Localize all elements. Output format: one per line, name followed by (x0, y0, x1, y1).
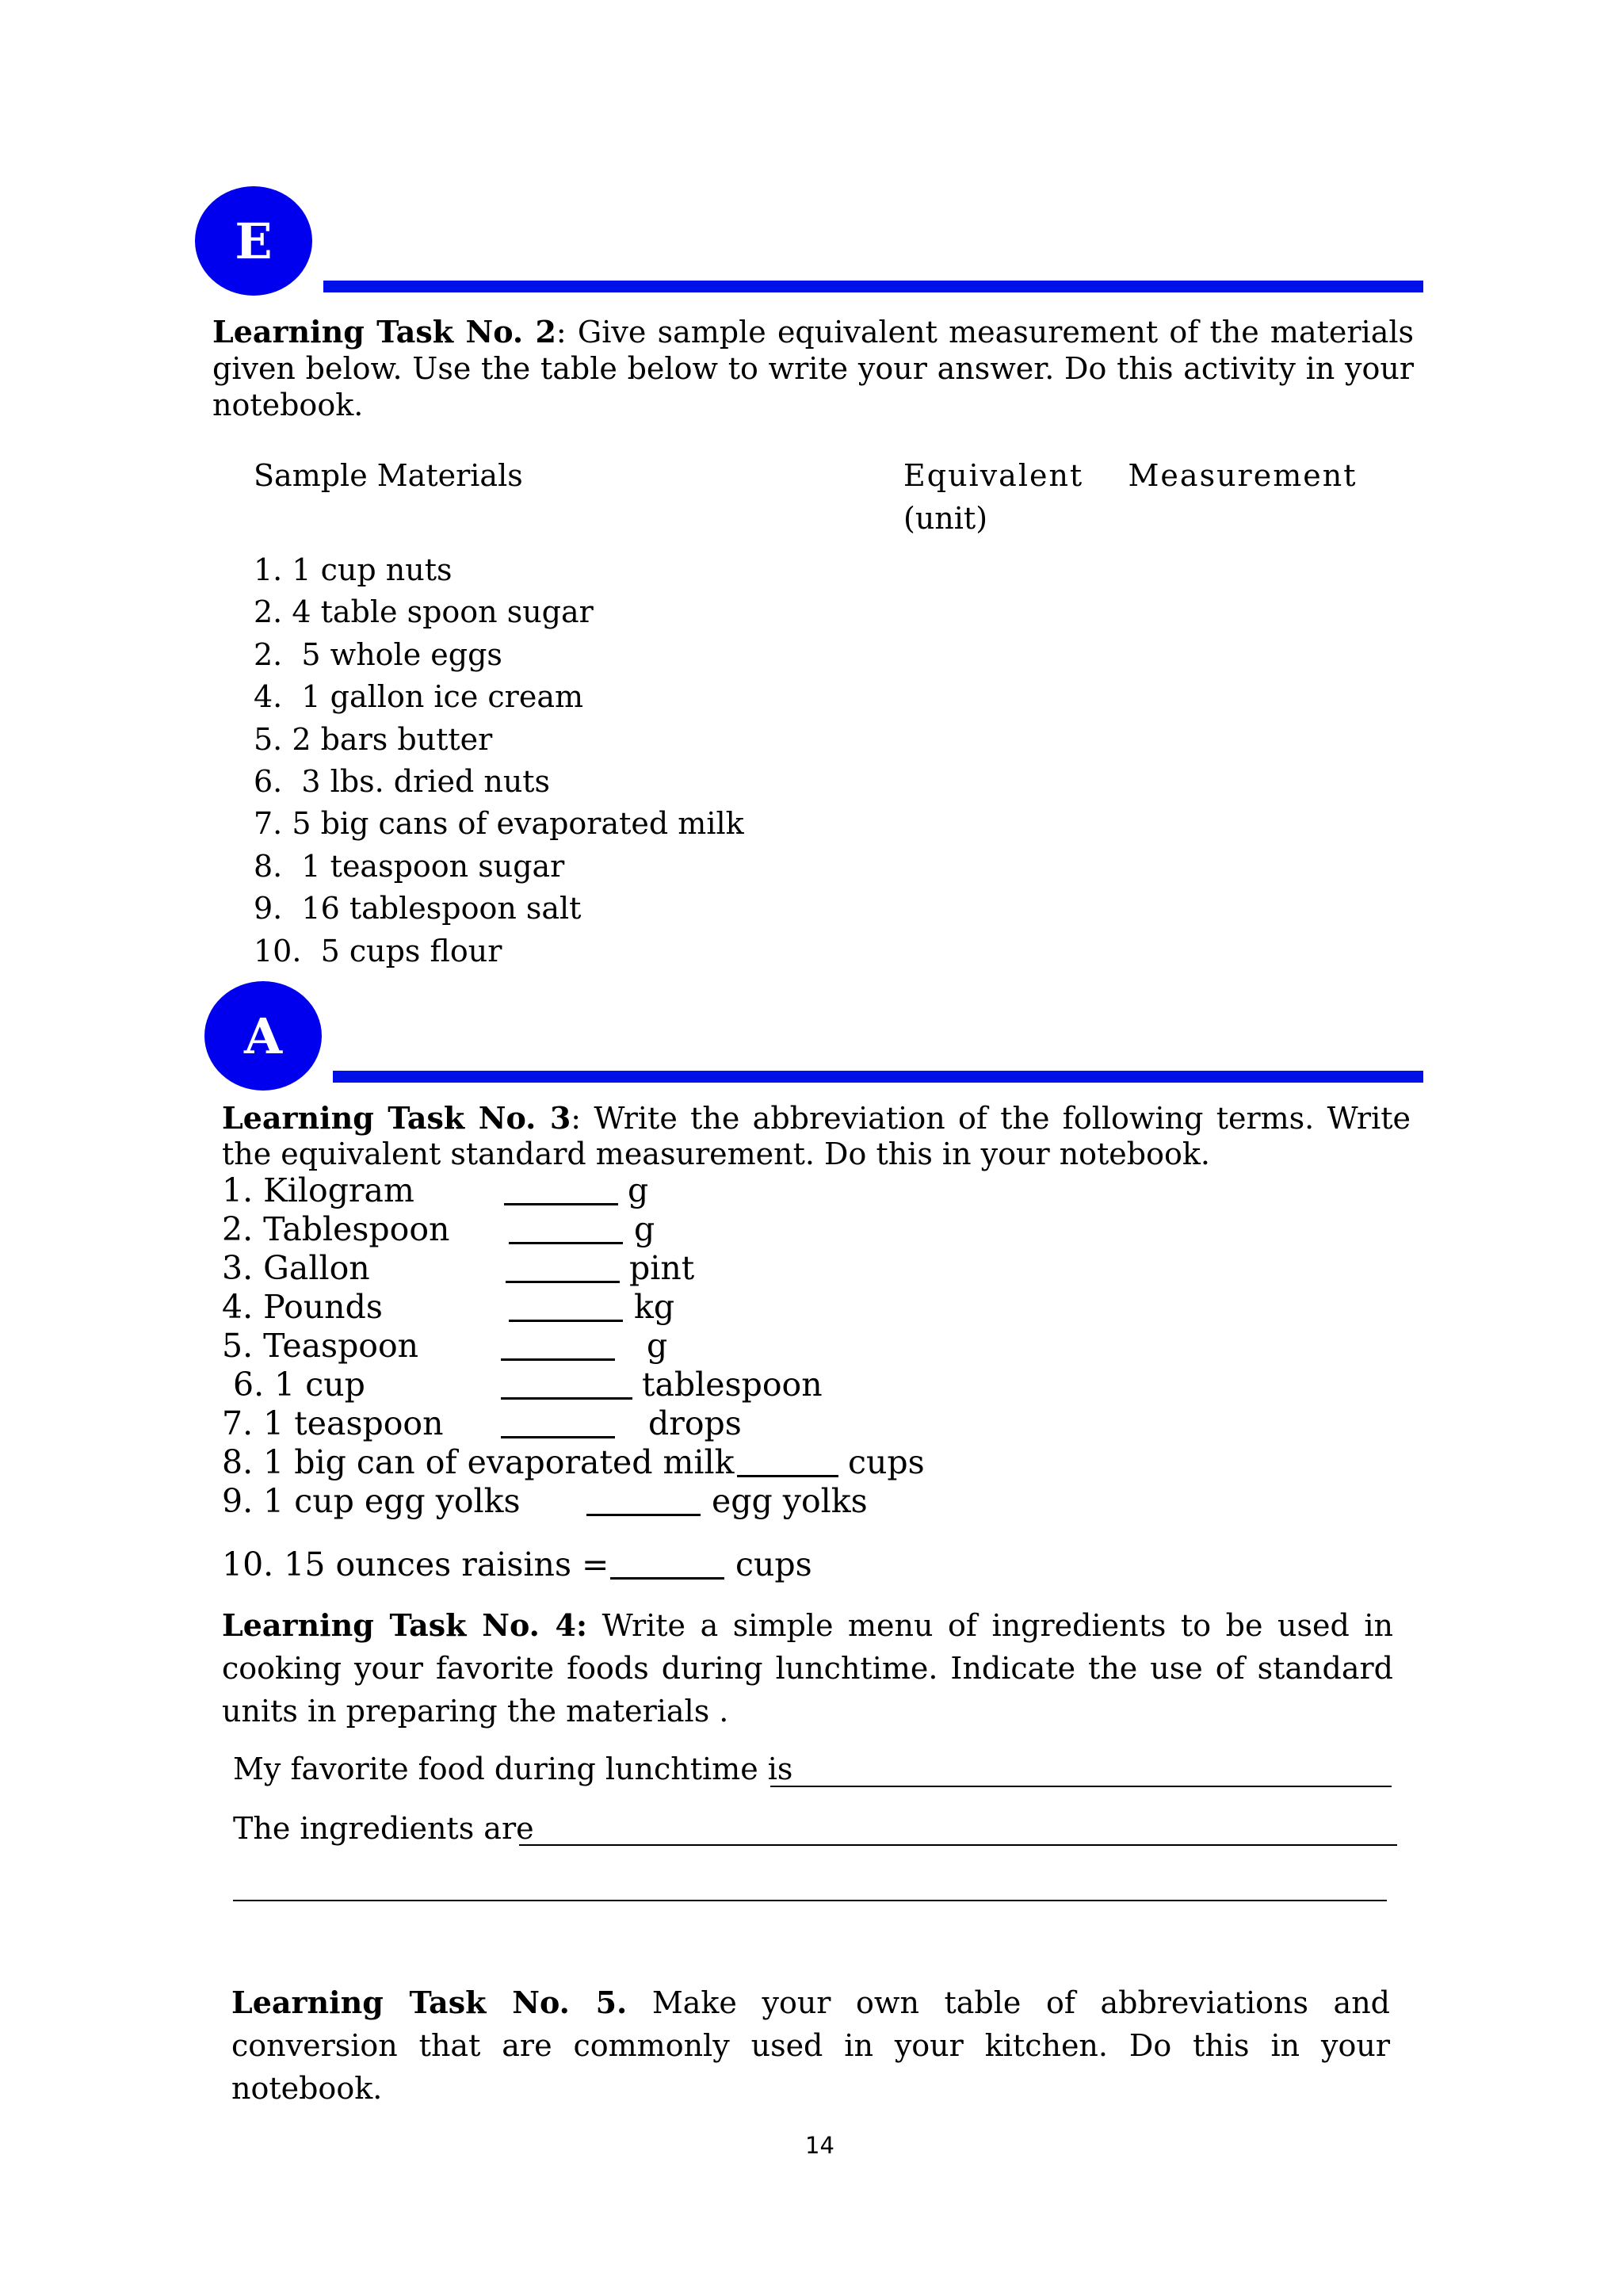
section-e-divider (323, 281, 1423, 292)
favorite-food-line[interactable] (770, 1786, 1392, 1787)
page-number: 14 (805, 2132, 834, 2159)
term: 10. 15 ounces raisins = (222, 1545, 609, 1584)
table-header-materials: Sample Materials (254, 458, 523, 493)
answer-blank[interactable] (509, 1242, 623, 1244)
task4-paragraph (222, 1604, 1393, 1733)
ingredients-label: The ingredients are (233, 1811, 534, 1846)
ingredients-line[interactable] (519, 1844, 1397, 1846)
unit: cups (848, 1443, 925, 1481)
term: 8. 1 big can of evaporated milk (222, 1443, 735, 1481)
term: 4. Pounds (222, 1288, 383, 1326)
term: 9. 1 cup egg yolks (222, 1482, 521, 1520)
answer-blank[interactable] (509, 1320, 623, 1322)
answer-blank[interactable] (501, 1436, 615, 1438)
task3-heading: Learning Task No. 3 (222, 1100, 571, 1136)
term: 1. Kilogram (222, 1171, 414, 1209)
list-item: 2. 4 table spoon sugar (254, 594, 594, 629)
task3-paragraph (222, 1100, 1411, 1172)
unit: drops (648, 1404, 742, 1442)
list-item: 5. 2 bars butter (254, 722, 493, 757)
answer-blank[interactable] (610, 1577, 724, 1580)
list-item: 2. 5 whole eggs (254, 637, 502, 672)
task5-paragraph (231, 1981, 1390, 2110)
unit: g (647, 1327, 668, 1365)
task2-heading: Learning Task No. 2 (212, 314, 556, 350)
ingredients-line-2[interactable] (233, 1900, 1387, 1901)
list-item: 7. 5 big cans of evaporated milk (254, 806, 744, 841)
term: 7. 1 teaspoon (222, 1404, 444, 1442)
answer-blank[interactable] (586, 1514, 701, 1516)
favorite-food-label: My favorite food during lunchtime is (233, 1752, 793, 1786)
section-a-badge (204, 981, 322, 1091)
list-item: 4. 1 gallon ice cream (254, 679, 584, 714)
answer-blank[interactable] (501, 1397, 632, 1400)
list-item: 10. 5 cups flour (254, 934, 502, 968)
unit: egg yolks (712, 1482, 868, 1520)
term: 6. 1 cup (233, 1366, 365, 1404)
list-item: 1. 1 cup nuts (254, 552, 453, 587)
section-a-letter: A (243, 1007, 283, 1065)
table-header-unit: (unit) (903, 501, 988, 536)
answer-blank[interactable] (501, 1358, 615, 1361)
task4-text: Write a simple menu of ingredients to be used in cooking your favorite foods during lunchtime. Indicate the use of standard units in preparing the materials . (222, 1608, 1393, 1729)
answer-blank[interactable] (737, 1475, 838, 1477)
table-header-equivalent: Equivalent Measurement (903, 458, 1358, 493)
unit: tablespoon (642, 1366, 823, 1404)
task2-paragraph (212, 314, 1414, 423)
list-item: 9. 16 tablespoon salt (254, 891, 582, 926)
section-e-letter: E (235, 212, 273, 270)
task5-heading: Learning Task No. 5. (231, 1985, 628, 2020)
list-item: 8. 1 teaspoon sugar (254, 849, 565, 884)
term: 5. Teaspoon (222, 1327, 419, 1365)
task4-heading: Learning Task No. 4: (222, 1607, 588, 1643)
term: 3. Gallon (222, 1249, 370, 1287)
unit: g (628, 1171, 649, 1209)
answer-blank[interactable] (504, 1203, 618, 1205)
section-a-divider (333, 1071, 1423, 1083)
unit: g (634, 1210, 655, 1248)
unit: kg (634, 1288, 675, 1326)
list-item: 6. 3 lbs. dried nuts (254, 764, 551, 799)
answer-blank[interactable] (506, 1281, 620, 1283)
unit: cups (735, 1545, 812, 1584)
task5-text: Make your own table of abbreviations and conversion that are commonly used in your kitchen. Do this in your notebook. (231, 1985, 1390, 2106)
task3-text: : Write the abbreviation of the following terms. Write the equivalent standard measurement. Do this in your notebook. (222, 1101, 1411, 1171)
term: 2. Tablespoon (222, 1210, 450, 1248)
section-e-badge (195, 186, 312, 296)
task2-text: : Give sample equivalent measurement of the materials given below. Use the table below to write your answer. Do this activity in your notebook. (212, 315, 1415, 422)
unit: pint (629, 1249, 695, 1287)
